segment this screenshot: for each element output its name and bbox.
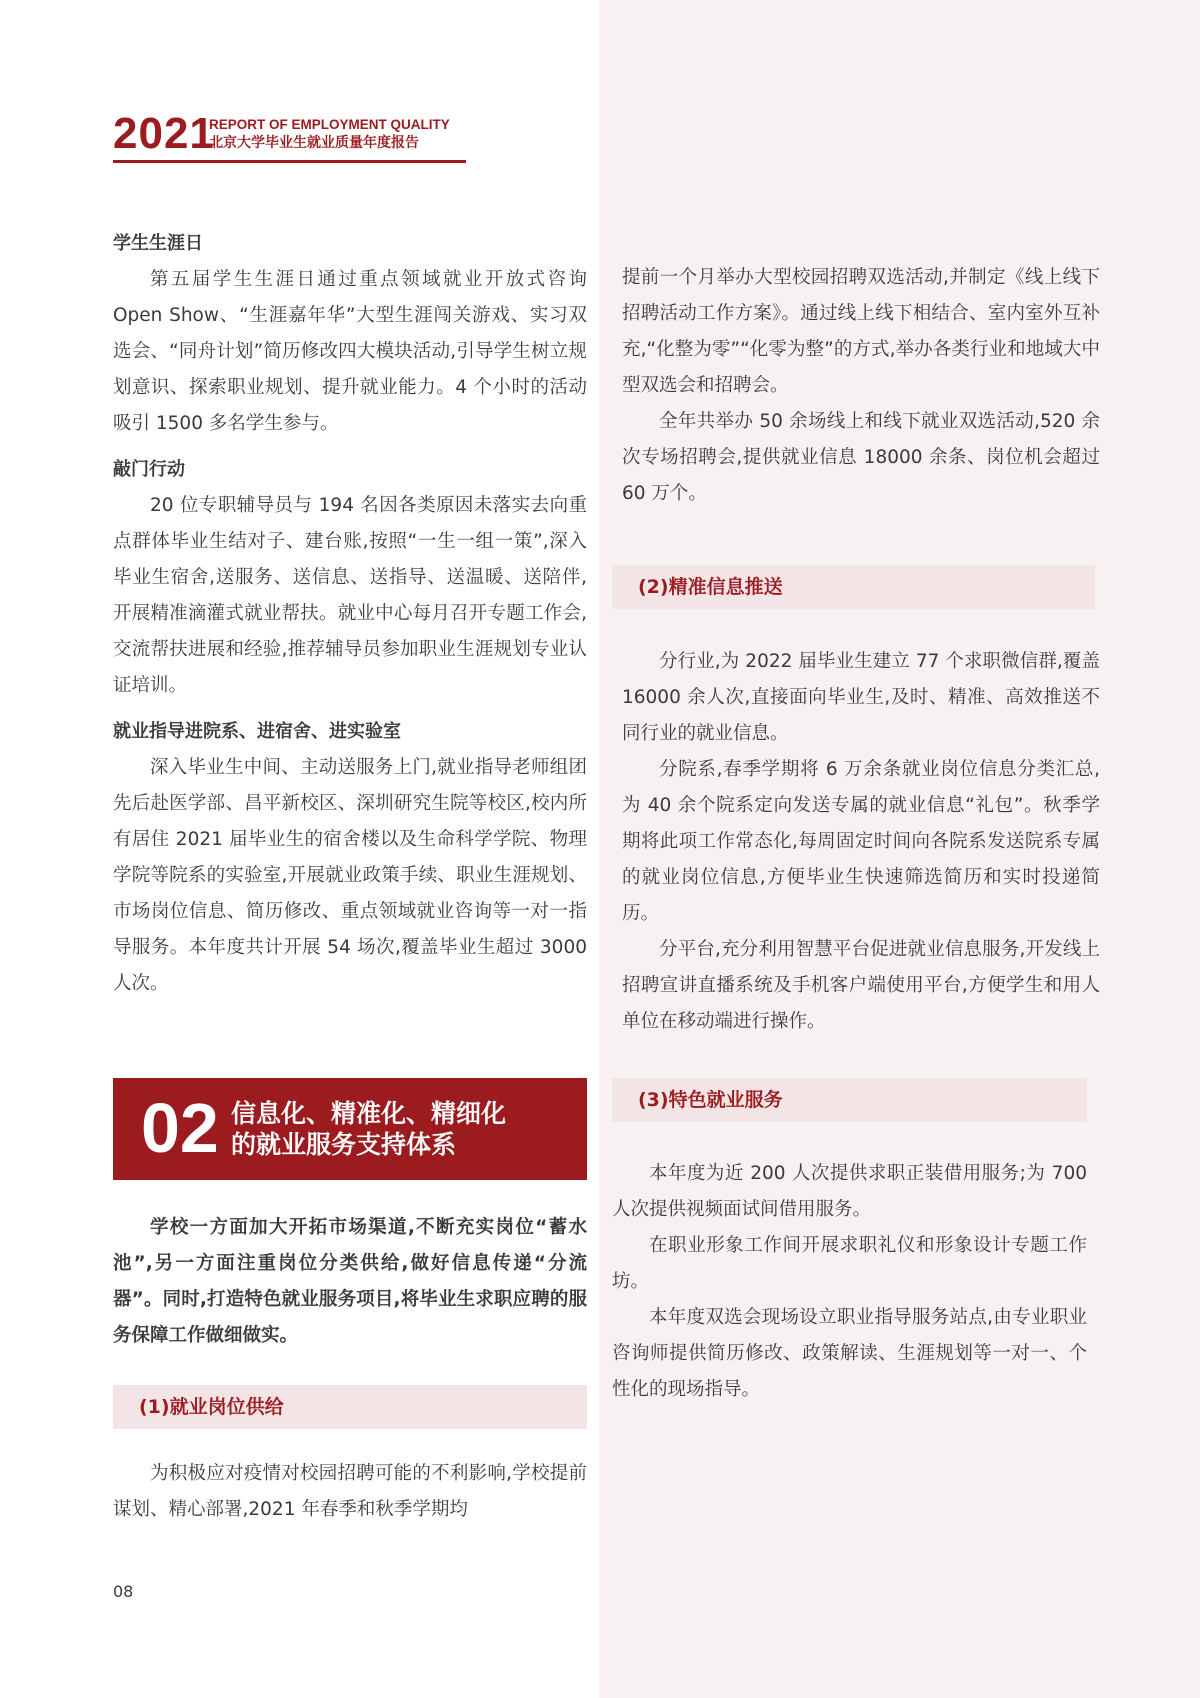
- report-header: [113, 109, 466, 164]
- subsection-label-2: (2)精准信息推送: [638, 576, 783, 598]
- section-heading-career-day: 学生生涯日: [113, 233, 203, 254]
- paragraph-guidance: 深入毕业生中间、主动送服务上门,就业指导老师组团先后赴医学部、昌平新校区、深圳研究生院等校区,校内所有居住 2021 届毕业生的宿舍楼以及生命科学学院、物理学院等院系的实验室,开展就业政策手续、职业生涯规划、市场岗位信息、简历修改、重点领域就业咨询等一对一指导服务。本年度共计开展 54 场次,覆盖毕业生超过 3000 人次。: [113, 757, 587, 994]
- subsection-1-body: [113, 1456, 587, 1528]
- paragraph-by-industry: 分行业,为 2022 届毕业生建立 77 个求职微信群,覆盖 16000 余人次,直接面向毕业生,及时、精准、高效推送不同行业的就业信息。: [622, 651, 1100, 744]
- subsection-label-3: (3)特色就业服务: [638, 1089, 783, 1111]
- paragraph-career-day: 第五届学生生涯日通过重点领域就业开放式咨询 Open Show、“生涯嘉年华”大型生涯闯关游戏、实习双选会、“同舟计划”简历修改四大模块活动,引导学生树立规划意识、探索职业规划、提升就业能力。4 个小时的活动吸引 1500 多名学生参与。: [113, 269, 587, 434]
- paragraph-continuation: 提前一个月举办大型校园招聘双选活动,并制定《线上线下招聘活动工作方案》。通过线上线下相结合、室内室外互补充,“化整为零”“化零为整”的方式,举办各类行业和地域大中型双选会和招聘会。: [622, 267, 1100, 396]
- report-year: 2021: [113, 109, 215, 158]
- paragraph-attire-service: 本年度为近 200 人次提供求职正装借用服务;为 700 人次提供视频面试间借用服务。: [612, 1163, 1087, 1220]
- intro-paragraph: 学校一方面加大开拓市场渠道,不断充实岗位“蓄水池”,另一方面注重岗位分类供给,做好信息传递“分流器”。同时,打造特色就业服务项目,将毕业生求职应聘的服务保障工作做细做实。: [113, 1217, 587, 1346]
- paragraph-by-department: 分院系,春季学期将 6 万余条就业岗位信息分类汇总,为 40 余个院系定向发送专属的就业信息“礼包”。秋季学期将此项工作常态化,每周固定时间向各院系发送院系专属的就业岗位信息,方便毕业生快速筛选简历和实时投递简历。: [622, 759, 1100, 924]
- subsection-bar-3: [612, 1078, 1087, 1122]
- subsection-label-1: (1)就业岗位供给: [139, 1396, 284, 1418]
- right-column-top: [622, 260, 1100, 512]
- report-title-cn: 北京大学毕业生就业质量年度报告: [209, 135, 419, 151]
- subsection-bar-1: [113, 1385, 587, 1429]
- paragraph-job-supply: 为积极应对疫情对校园招聘可能的不利影响,学校提前谋划、精心部署,2021 年春季和秋季学期均: [113, 1463, 587, 1520]
- section-heading-knock-door: 敲门行动: [113, 459, 185, 480]
- paragraph-statistics: 全年共举办 50 余场线上和线下就业双选活动,520 余次专场招聘会,提供就业信息 18000 余条、岗位机会超过 60 万个。: [622, 411, 1100, 504]
- page-number: 08: [113, 1582, 134, 1601]
- section-banner: [113, 1078, 587, 1180]
- paragraph-by-platform: 分平台,充分利用智慧平台促进就业信息服务,开发线上招聘宣讲直播系统及手机客户端使用平台,方便学生和用人单位在移动端进行操作。: [622, 939, 1100, 1032]
- intro-block: [113, 1210, 587, 1354]
- banner-title: 信息化、精准化、精细化 的就业服务支持体系: [231, 1099, 507, 1159]
- paragraph-image-workshop: 在职业形象工作间开展求职礼仪和形象设计专题工作坊。: [612, 1235, 1087, 1292]
- section-heading-guidance: 就业指导进院系、进宿舍、进实验室: [113, 721, 401, 742]
- banner-number: 02: [141, 1089, 219, 1167]
- left-column: [113, 226, 587, 1002]
- subsection-3-body: [612, 1156, 1087, 1408]
- paragraph-onsite-guidance: 本年度双选会现场设立职业指导服务站点,由专业职业咨询师提供简历修改、政策解读、生涯规划等一对一、个性化的现场指导。: [612, 1307, 1087, 1400]
- paragraph-knock-door: 20 位专职辅导员与 194 名因各类原因未落实去向重点群体毕业生结对子、建台账,按照“一生一组一策”,深入毕业生宿舍,送服务、送信息、送指导、送温暖、送陪伴,开展精准滴灌式就业帮扶。就业中心每月召开专题工作会,交流帮扶进展和经验,推荐辅导员参加职业生涯规划专业认证培训。: [113, 495, 587, 696]
- header-rule: [113, 160, 466, 163]
- report-title-en: REPORT OF EMPLOYMENT QUALITY: [209, 117, 450, 132]
- subsection-bar-2: [612, 565, 1095, 609]
- subsection-2-body: [622, 644, 1100, 1040]
